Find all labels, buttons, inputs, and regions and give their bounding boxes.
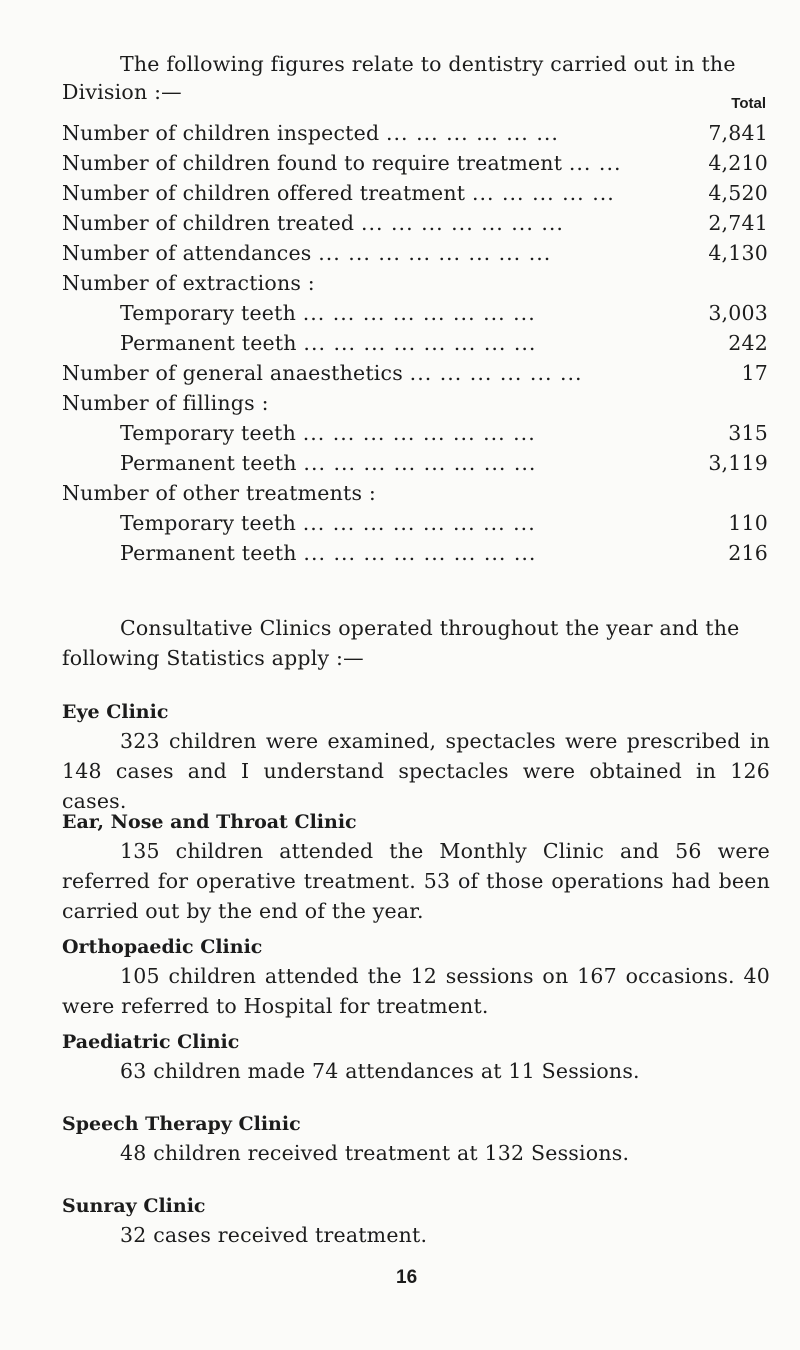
table-section-heading xyxy=(62,268,768,298)
row-value: 3,003 xyxy=(708,301,768,325)
leader-dots: ... ... ... ... ... ... xyxy=(386,121,559,145)
leader-dots: ... ... ... ... ... ... ... ... xyxy=(303,331,537,355)
sunray-clinic-section xyxy=(62,1192,770,1250)
row-value: 242 xyxy=(728,331,768,355)
row-value: 7,841 xyxy=(708,121,768,145)
table-row xyxy=(62,298,768,328)
table-row xyxy=(62,148,768,178)
row-label: Temporary teeth xyxy=(120,511,296,535)
section-heading: Eye Clinic xyxy=(62,701,169,723)
row-value: 4,210 xyxy=(708,151,768,175)
speech-therapy-clinic-section xyxy=(62,1110,770,1168)
leader-dots: ... ... ... ... ... ... ... ... xyxy=(302,301,536,325)
row-label: Number of children inspected xyxy=(62,121,380,145)
row-value: 2,741 xyxy=(708,211,768,235)
section-heading: Paediatric Clinic xyxy=(62,1031,240,1053)
row-label: Permanent teeth xyxy=(120,541,297,565)
leader-dots: ... ... ... ... ... ... ... ... xyxy=(302,421,536,445)
row-label: Permanent teeth xyxy=(120,451,297,475)
consultative-paragraph xyxy=(62,613,770,673)
table-row xyxy=(62,418,768,448)
section-heading: Speech Therapy Clinic xyxy=(62,1113,301,1135)
intro-line-2: Division :— xyxy=(62,80,182,104)
eye-clinic-section xyxy=(62,698,770,816)
total-column-header: Total xyxy=(731,95,766,112)
paediatric-clinic-section xyxy=(62,1028,770,1086)
section-text: 323 children were examined, spectacles were prescribed in 148 cases and I understand spectacles were obtained in 126 cases. xyxy=(62,729,770,813)
table-row xyxy=(62,448,768,478)
dentistry-table xyxy=(62,118,768,568)
leader-dots: ... ... ... ... ... ... ... ... xyxy=(318,241,552,265)
section-text: 32 cases received treatment. xyxy=(120,1223,428,1247)
section-text: 135 children attended the Monthly Clinic and 56 were referred for operative treatment. 53 of those operations had been carried out by the end of the year. xyxy=(62,839,770,923)
row-value: 3,119 xyxy=(708,451,768,475)
intro-paragraph xyxy=(62,50,770,106)
row-label: Temporary teeth xyxy=(120,301,296,325)
ent-clinic-section xyxy=(62,808,770,926)
leader-dots: ... ... xyxy=(568,151,622,175)
section-text: 48 children received treatment at 132 Sessions. xyxy=(120,1141,630,1165)
row-label: Number of children found to require treatment xyxy=(62,151,563,175)
table-section-heading xyxy=(62,388,768,418)
row-label: Temporary teeth xyxy=(120,421,296,445)
table-section-heading xyxy=(62,478,768,508)
table-row xyxy=(62,118,768,148)
row-value: 4,130 xyxy=(708,241,768,265)
leader-dots: ... ... ... ... ... xyxy=(471,181,615,205)
table-row xyxy=(62,358,768,388)
row-label: Number of children offered treatment xyxy=(62,181,466,205)
leader-dots: ... ... ... ... ... ... ... ... xyxy=(302,511,536,535)
section-text: 105 children attended the 12 sessions on 167 occasions. 40 were referred to Hospital for treatment. xyxy=(62,964,770,1018)
section-heading: Sunray Clinic xyxy=(62,1195,206,1217)
row-value: 4,520 xyxy=(708,181,768,205)
table-row xyxy=(62,508,768,538)
intro-line-1: The following figures relate to dentistry carried out in the xyxy=(120,52,736,76)
table-row xyxy=(62,238,768,268)
row-label: Number of attendances xyxy=(62,241,312,265)
leader-dots: ... ... ... ... ... ... ... ... xyxy=(303,451,537,475)
row-label: Permanent teeth xyxy=(120,331,297,355)
orthopaedic-clinic-section xyxy=(62,933,770,1021)
row-label: Number of children treated xyxy=(62,211,355,235)
row-value: 315 xyxy=(728,421,768,445)
row-label: Number of fillings : xyxy=(62,391,269,415)
leader-dots: ... ... ... ... ... ... xyxy=(409,361,583,385)
row-label: Number of general anaesthetics xyxy=(62,361,403,385)
section-heading: Ear, Nose and Throat Clinic xyxy=(62,811,357,833)
row-label: Number of extractions : xyxy=(62,271,315,295)
page-number: 16 xyxy=(396,1267,418,1288)
table-row xyxy=(62,208,768,238)
leader-dots: ... ... ... ... ... ... ... xyxy=(360,211,564,235)
section-heading: Orthopaedic Clinic xyxy=(62,936,263,958)
row-value: 17 xyxy=(741,361,768,385)
table-row xyxy=(62,538,768,568)
leader-dots: ... ... ... ... ... ... ... ... xyxy=(303,541,537,565)
consultative-line-2: following Statistics apply :— xyxy=(62,646,364,670)
row-value: 110 xyxy=(728,511,768,535)
table-row xyxy=(62,178,768,208)
section-text: 63 children made 74 attendances at 11 Sessions. xyxy=(120,1059,640,1083)
consultative-line-1: Consultative Clinics operated throughout the year and the xyxy=(120,616,740,640)
row-value: 216 xyxy=(728,541,768,565)
table-row xyxy=(62,328,768,358)
row-label: Number of other treatments : xyxy=(62,481,377,505)
